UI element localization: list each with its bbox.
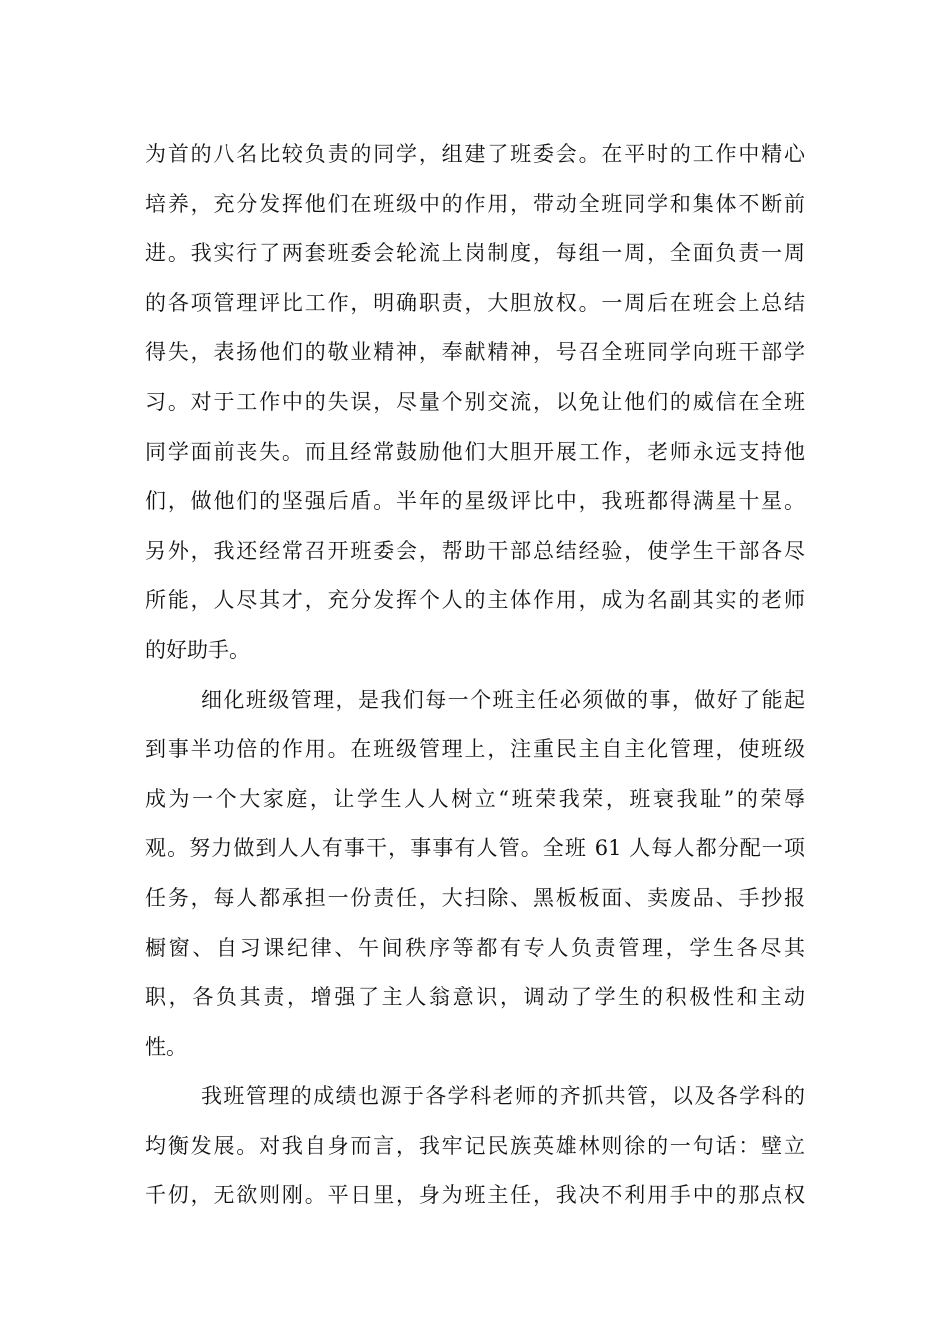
text-line: 们，做他们的坚强后盾。半年的星级评比中，我班都得满星十星。: [145, 489, 805, 514]
text-line: 的好助手。: [145, 637, 250, 662]
text-line: 所能，人尽其才，充分发挥个人的主体作用，成为名副其实的老师: [145, 588, 805, 613]
paragraph-1: [145, 130, 805, 676]
text-line: 任务，每人都承担一份责任，大扫除、黑板板面、卖废品、手抄报: [145, 885, 805, 910]
paragraph-3: [145, 1072, 805, 1221]
text-line: 同学面前丧失。而且经常鼓励他们大胆开展工作，老师永远支持他: [145, 439, 805, 464]
text-line: 培养，充分发挥他们在班级中的作用，带动全班同学和集体不断前: [145, 191, 805, 216]
text-line: 的各项管理评比工作，明确职责，大胆放权。一周后在班会上总结: [145, 290, 805, 315]
text-line: 千仞，无欲则刚。平日里，身为班主任，我决不利用手中的那点权: [145, 1183, 805, 1208]
text-line: 到事半功倍的作用。在班级管理上，注重民主自主化管理，使班级: [145, 737, 805, 762]
text-line: 习。对于工作中的失误，尽量个别交流，以免让他们的威信在全班: [145, 389, 805, 414]
text-line: 性。: [145, 1034, 187, 1059]
text-line: 我班管理的成绩也源于各学科老师的齐抓共管，以及各学科的: [201, 1084, 805, 1109]
text-line: 另外，我还经常召开班委会，帮助干部总结经验，使学生干部各尽: [145, 538, 805, 563]
text-line: 得失，表扬他们的敬业精神，奉献精神，号召全班同学向班干部学: [145, 340, 805, 365]
text-line: 观。努力做到人人有事干，事事有人管。全班 61 人每人都分配一项: [145, 836, 805, 861]
body-text: [145, 130, 805, 1221]
text-line: 细化班级管理，是我们每一个班主任必须做的事，做好了能起: [201, 687, 805, 712]
text-line: 进。我实行了两套班委会轮流上岗制度，每组一周，全面负责一周: [145, 241, 805, 266]
text-line: 均衡发展。对我自身而言，我牢记民族英雄林则徐的一句话：壁立: [145, 1133, 805, 1158]
text-line: 为首的八名比较负责的同学，组建了班委会。在平时的工作中精心: [145, 142, 805, 166]
text-line: 职，各负其责，增强了主人翁意识，调动了学生的积极性和主动: [145, 985, 805, 1010]
text-line: 成为一个大家庭，让学生人人树立“班荣我荣，班衰我耻”的荣辱: [145, 786, 805, 811]
text-line: 橱窗、自习课纪律、午间秩序等都有专人负责管理，学生各尽其: [145, 935, 805, 960]
paragraph-2: [145, 676, 805, 1073]
